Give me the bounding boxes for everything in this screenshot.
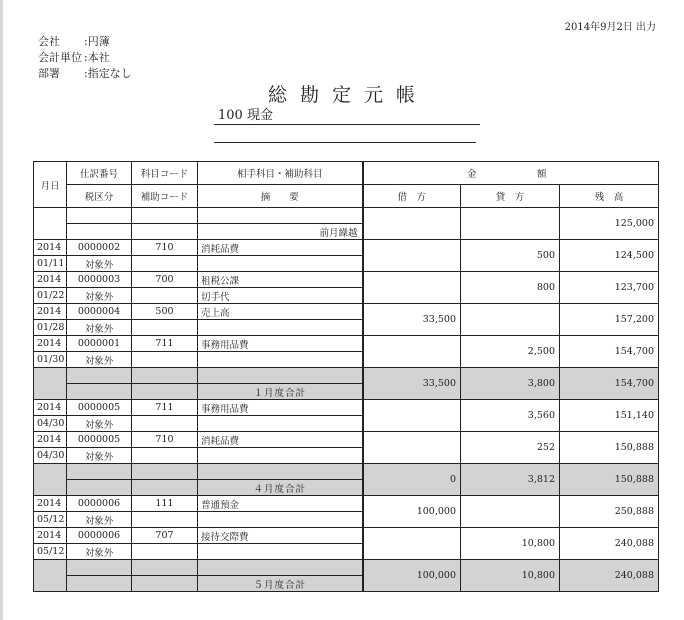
table-row: 2014 0000005 711 事務用品費 3,560 151,140 — [34, 400, 659, 416]
subtotal-row-apr: 0 3,812 150,888 — [34, 464, 659, 480]
header-code: 科目コード — [132, 162, 198, 185]
table-row: 2014 0000005 710 消耗品費 252 150,888 — [34, 432, 659, 448]
header-balance: 残 高 — [560, 185, 659, 208]
printed-date: 2014年9月2日 出力 — [564, 22, 656, 33]
header-row-2 — [34, 185, 659, 208]
opening-memo: 前月繰越 — [198, 224, 363, 240]
header-subcode: 補助コード — [132, 185, 198, 208]
opening-balance: 125,000 — [560, 208, 659, 240]
table-row-sub: 04/30 対象外 — [34, 416, 659, 432]
meta-department: 部署 :指定なし — [38, 67, 132, 80]
table-row-sub: 05/12 対象外 — [34, 512, 659, 528]
meta-unit: 会計単位 :本社 — [38, 51, 110, 64]
table-row-sub: 01/11 対象外 — [34, 256, 659, 272]
table-row: 2014 0000003 700 租税公課 800 123,700 — [34, 272, 659, 288]
table-row-sub: 04/30 対象外 — [34, 448, 659, 464]
account-underline — [214, 142, 476, 143]
header-amount: 金 額 — [363, 162, 659, 185]
header-tax: 税区分 — [67, 185, 132, 208]
table-row: 2014 0000004 500 売上高 33,500 157,200 — [34, 304, 659, 320]
account-name: 100 現金 — [214, 108, 480, 125]
table-row-sub: 01/30 対象外 — [34, 352, 659, 368]
opening-row-top — [34, 208, 659, 224]
header-counter: 相手科目・補助科目 — [198, 162, 363, 185]
table-row-sub: 01/22 対象外 切手代 — [34, 288, 659, 304]
ledger-meta — [38, 34, 132, 82]
table-row-sub: 05/12 対象外 — [34, 544, 659, 560]
table-row: 2014 0000002 710 消耗品費 500 124,500 — [34, 240, 659, 256]
header-date: 月日 — [34, 162, 67, 208]
subtotal-row-may: 100,000 10,800 240,088 — [34, 560, 659, 576]
page-edge — [0, 0, 3, 620]
subtotal-label-may: ５月度合計 — [198, 576, 363, 592]
table-row: 2014 0000006 111 普通預金 100,000 250,888 — [34, 496, 659, 512]
header-memo: 摘 要 — [198, 185, 363, 208]
page-title: 総勘定元帳 — [268, 84, 429, 106]
header-debit: 借 方 — [363, 185, 461, 208]
table-row-sub: 01/28 対象外 — [34, 320, 659, 336]
subtotal-label-apr: ４月度合計 — [198, 480, 363, 496]
header-credit: 貸 方 — [461, 185, 560, 208]
header-row-1 — [34, 162, 659, 185]
table-row: 2014 0000001 711 事務用品費 2,500 154,700 — [34, 336, 659, 352]
ledger-table — [33, 161, 659, 592]
meta-company: 会社 :円簿 — [38, 35, 110, 48]
subtotal-label-jan: １月度合計 — [198, 384, 363, 400]
table-row: 2014 0000006 707 接待交際費 10,800 240,088 — [34, 528, 659, 544]
header-voucher: 仕訳番号 — [67, 162, 132, 185]
subtotal-row-jan: 33,500 3,800 154,700 — [34, 368, 659, 384]
